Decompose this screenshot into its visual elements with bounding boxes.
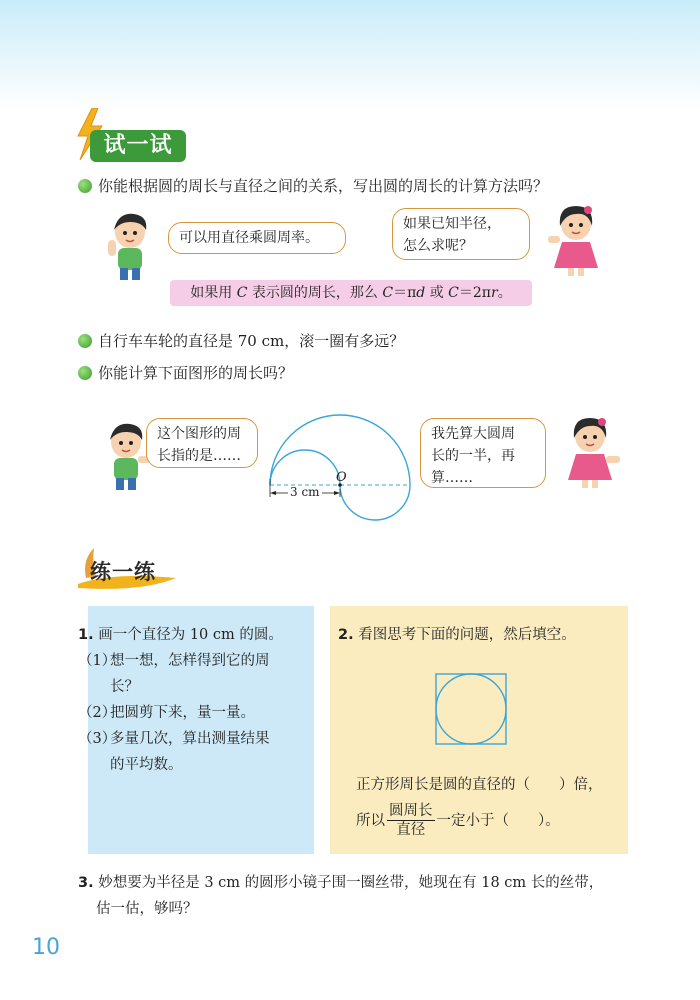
girl-character-icon <box>562 414 622 490</box>
exercise-3: 3. 妙想要为半径是 3 cm 的圆形小镜子围一圈丝带，她现在有 18 cm 长的丝带， 估一估，够吗？ <box>78 875 604 917</box>
small-semicircle-top <box>270 450 340 485</box>
boy-speech-bubble-1: 可以用直径乘圆周率。 <box>168 222 346 254</box>
girl-speech-bubble-1: 如果已知半径， 怎么求呢？ <box>392 208 530 260</box>
boy-character-icon <box>104 210 156 282</box>
exercise-2-line2: 所以 $\frac{\text{圆周长}}{\text{直径}}$ 一定小于（ ）。 <box>356 803 560 838</box>
small-semicircle-bottom <box>340 485 410 520</box>
page-number: 10 <box>32 935 60 960</box>
fraction: $\frac{\text{圆周长}}{\text{直径}}$ <box>389 803 433 838</box>
green-bullet-icon <box>78 366 92 380</box>
circumference-formula: 如果用 C 表示圆的周长，那么 C＝πd 或 C＝2πr。 <box>170 280 532 306</box>
header-gradient-band <box>0 0 700 110</box>
girl-speech-bubble-2: 我先算大圆周 长的一半，再 算…… <box>420 418 546 488</box>
green-bullet-icon <box>78 179 92 193</box>
exercise-2-line1: 正方形周长是圆的直径的（ ）倍， <box>356 777 603 793</box>
center-label: O <box>336 470 347 485</box>
try-section-title: 试一试 <box>90 130 186 162</box>
dimension-label: 3 cm <box>290 485 320 499</box>
boy-character-icon <box>100 420 152 492</box>
question-2: 自行车车轮的直径是 70 cm，滚一圈有多远？ <box>78 330 404 351</box>
exercise-2-prompt: 2. 看图思考下面的问题，然后填空。 <box>338 627 576 643</box>
exercise-1-step: （3） 多量几次，算出测量结果 的平均数。 <box>78 731 270 773</box>
green-bullet-icon <box>78 334 92 348</box>
exercise-1-step: （1） 想一想，怎样得到它的周 长？ <box>78 653 270 695</box>
exercise-1: 1. 画一个直径为 10 cm 的圆。 （1） 想一想，怎样得到它的周 长？ （2） 把圆剪下来，量一量。 （3） 多量几次，算出测量结果 的平均数。 <box>78 622 312 778</box>
square-circle-figure <box>434 672 508 746</box>
practice-section-title: 练一练 <box>90 560 156 584</box>
question-1: 你能根据圆的周长与直径之间的关系，写出圆的周长的计算方法吗？ <box>78 175 548 196</box>
girl-character-icon <box>548 202 604 276</box>
question-3: 你能计算下面图形的周长吗？ <box>78 362 293 383</box>
exercise-1-step: （2） 把圆剪下来，量一量。 <box>78 705 255 721</box>
composite-circle-figure <box>262 405 422 525</box>
boy-speech-bubble-2: 这个图形的周 长指的是…… <box>146 418 258 468</box>
